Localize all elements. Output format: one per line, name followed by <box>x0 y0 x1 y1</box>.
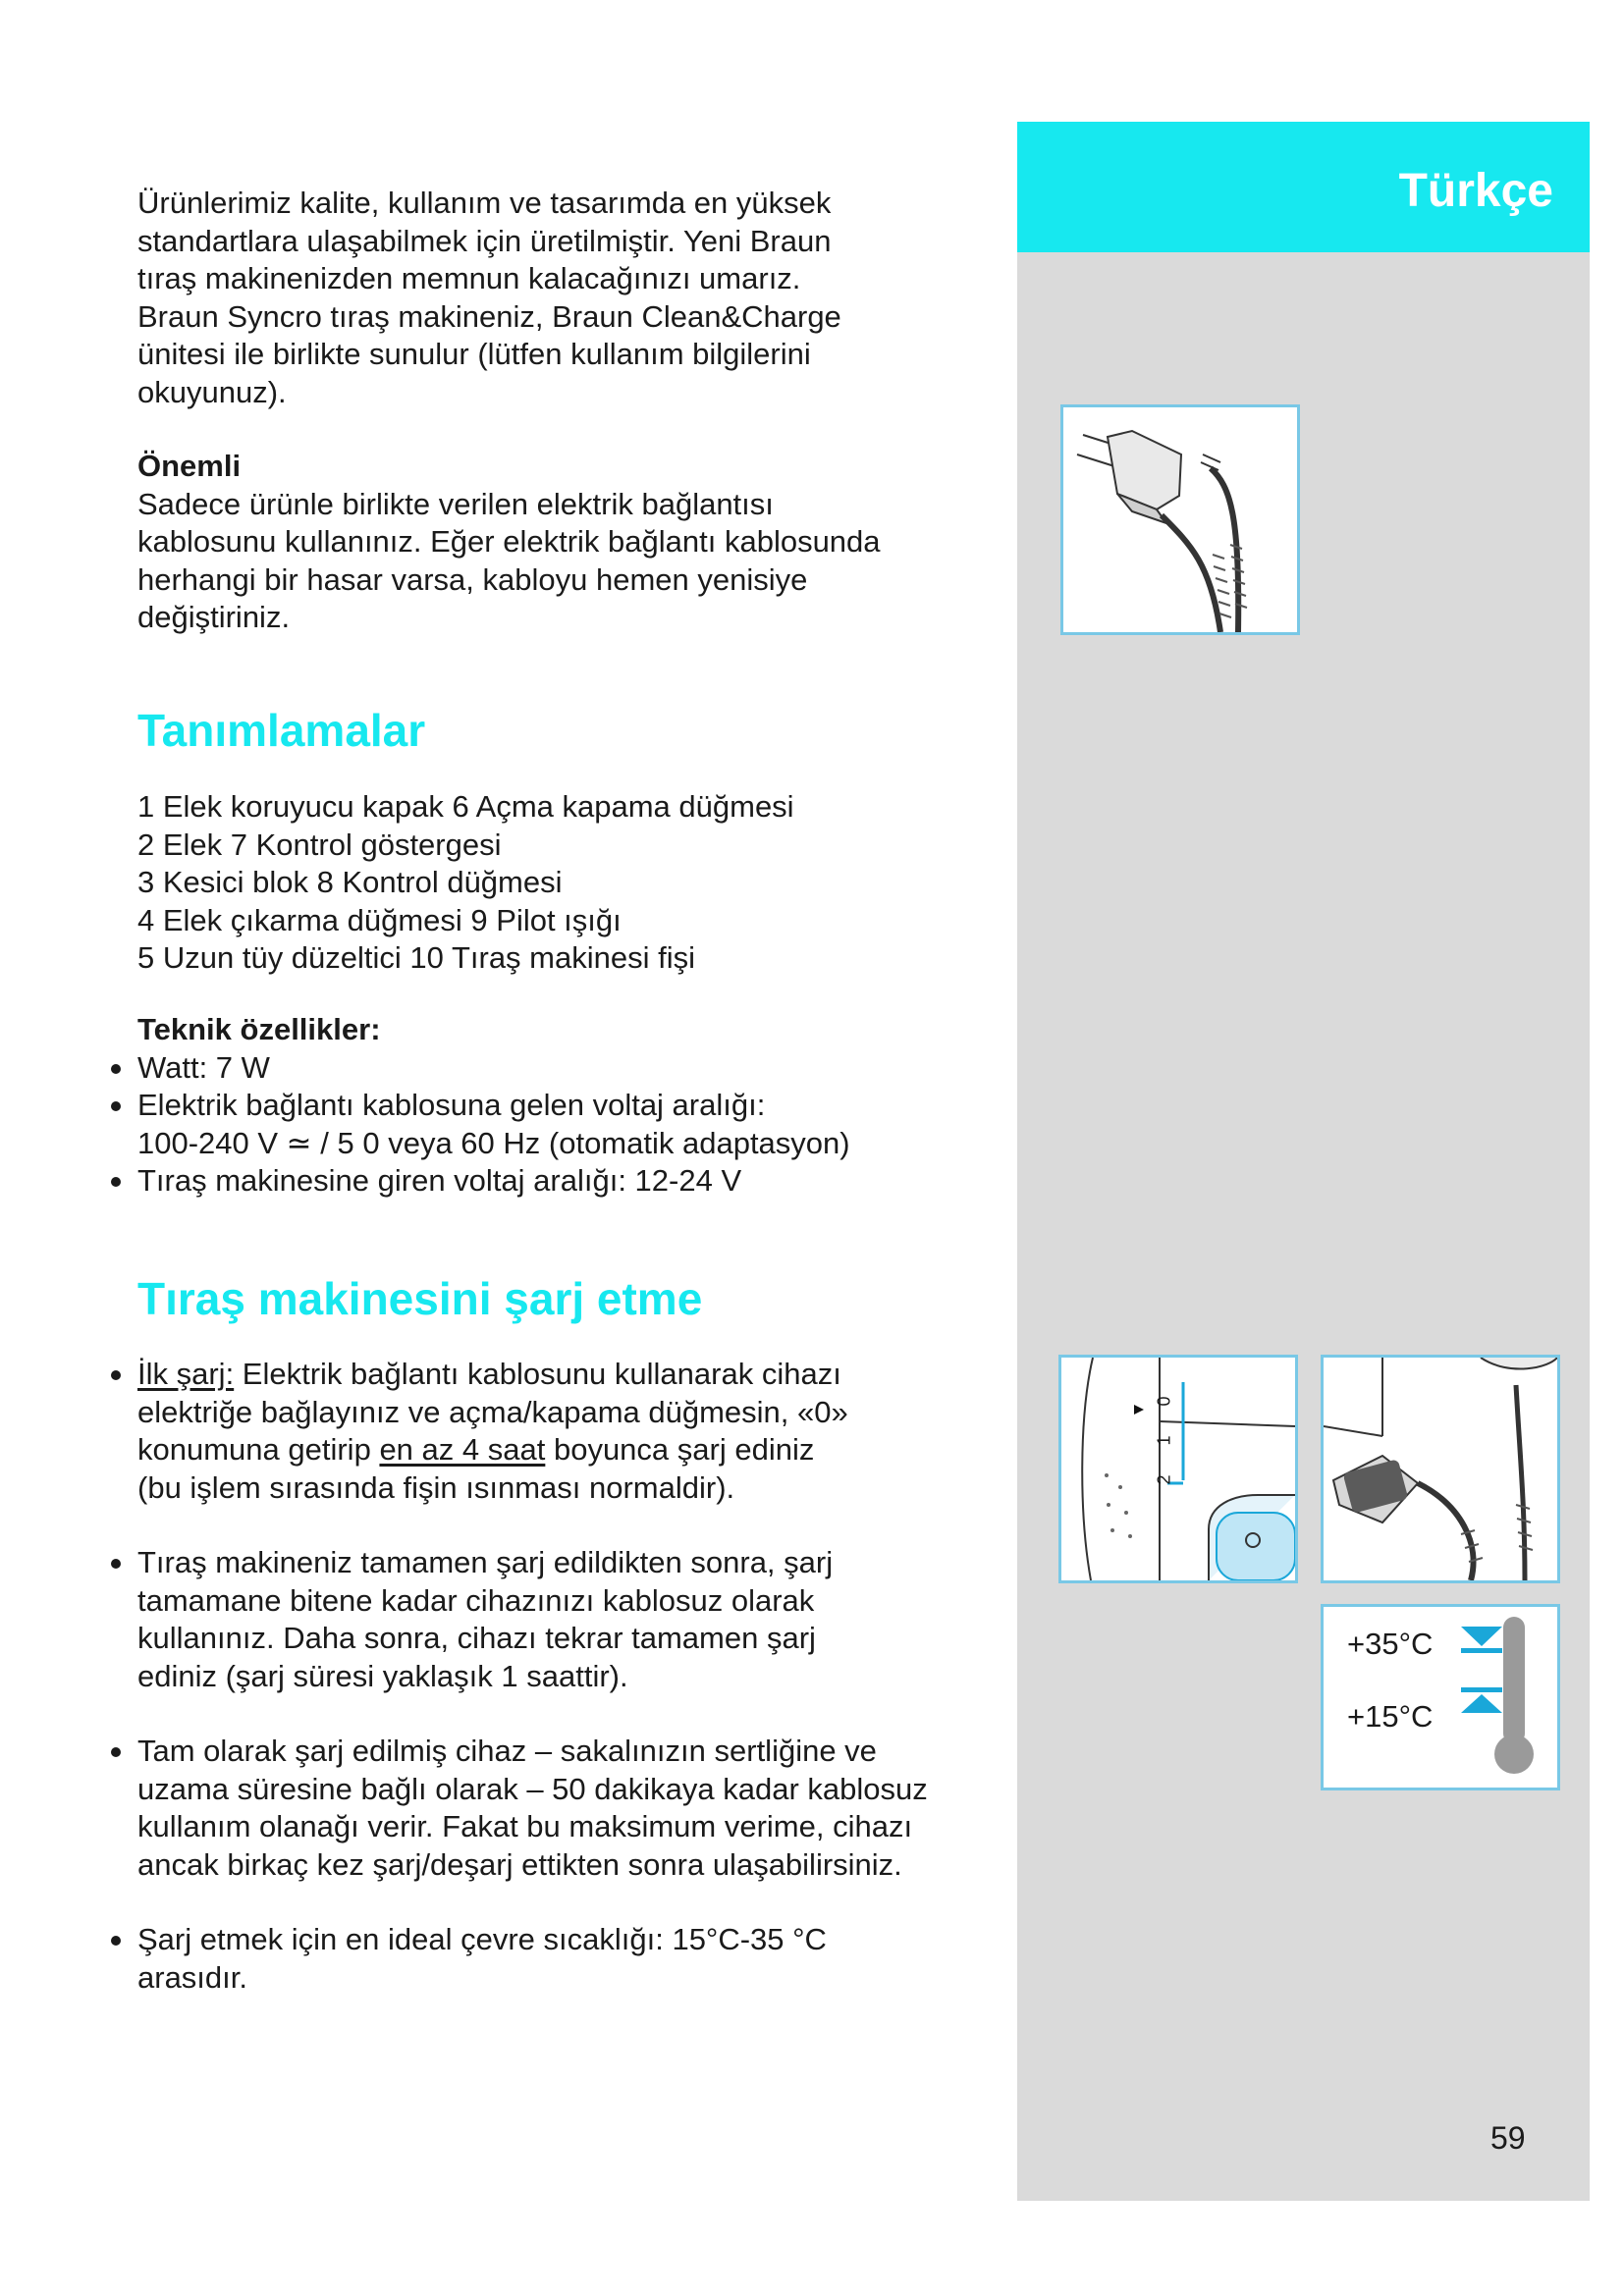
description-item: 1 Elek koruyucu kapak 6 Açma kapama düğmesi <box>137 789 794 824</box>
intro-line: Ürünlerimiz kalite, kullanım ve tasarımda en yüksek <box>137 186 832 220</box>
description-item: 5 Uzun tüy düzeltici 10 Tıraş makinesi fişi <box>137 940 695 975</box>
spec-voltage-range <box>137 1125 1001 1163</box>
plug-cable-illustration <box>1063 407 1297 632</box>
socket-illustration <box>1324 1358 1557 1580</box>
first-charge-label: İlk şarj: <box>137 1357 235 1391</box>
important-line: Sadece ürünle birlikte verilen elektrik bağlantısı <box>137 486 774 521</box>
first-charge-line <box>137 1356 1001 1394</box>
ac-dc-symbol: ≃ <box>286 1125 312 1160</box>
spec-watt: Watt: 7 W <box>137 1049 1001 1088</box>
intro-line: standartlara ulaşabilmek için üretilmiştir. Yeni Braun <box>137 223 832 258</box>
page-number: 59 <box>1490 2120 1526 2156</box>
spec-shaver-voltage: Tıraş makinesine giren voltaj aralığı: 12-24 V <box>137 1162 1001 1201</box>
temperature-line: arasıdır. <box>137 1959 247 1995</box>
switch-illustration <box>1061 1358 1295 1580</box>
temperature-figure <box>1321 1604 1560 1790</box>
runtime-line: Tam olarak şarj edilmiş cihaz – sakalınızın sertliğine ve <box>137 1733 1001 1771</box>
first-charge-line: (bu işlem sırasında fişin ısınması normaldir). <box>137 1469 735 1505</box>
voltage-range-start: 100-240 V <box>137 1125 287 1160</box>
temp-low-label: +15°C <box>1347 1699 1434 1734</box>
charging-bullet-cordless <box>137 1544 1001 1695</box>
plug-cable-figure <box>1060 404 1300 635</box>
descriptions-heading: Tanımlamalar <box>137 705 426 756</box>
intro-line: okuyunuz). <box>137 374 287 409</box>
thermometer-icon <box>1324 1607 1557 1788</box>
intro-line: tıraş makinenizden memnun kalacağınızı umarız. <box>137 261 801 295</box>
switch-label-2: 2 <box>1154 1474 1174 1485</box>
cordless-line: Tıraş makineniz tamamen şarj edildikten sonra, şarj <box>137 1544 1001 1582</box>
intro-section <box>137 185 1001 411</box>
description-item: 3 Kesici blok 8 Kontrol düğmesi <box>137 865 563 899</box>
switch-label-1: 1 <box>1154 1435 1174 1446</box>
first-charge-text: boyunca şarj ediniz <box>545 1432 815 1467</box>
wall-socket-figure <box>1321 1355 1560 1583</box>
charging-bullet-temperature <box>137 1921 1001 1997</box>
charging-bullet-runtime <box>137 1733 1001 1884</box>
temperature-line: Şarj etmek için en ideal çevre sıcaklığı: 15°C-35 °C <box>137 1921 1001 1959</box>
descriptions-list <box>137 788 1001 978</box>
runtime-line: ancak birkaç kez şarj/deşarj ettikten sonra ulaşabilirsiniz. <box>137 1846 902 1882</box>
first-charge-text: Elektrik bağlantı kablosunu kullanarak cihazı <box>234 1357 841 1391</box>
charging-bullet-first <box>137 1356 1001 1507</box>
intro-line: Braun Syncro tıraş makineniz, Braun Clean&Charge <box>137 298 841 334</box>
specs-heading: Teknik özellikler: <box>137 1012 381 1046</box>
description-item: 2 Elek 7 Kontrol göstergesi <box>137 827 502 862</box>
switch-position-figure <box>1058 1355 1298 1583</box>
spec-voltage-label: Elektrik bağlantı kablosuna gelen voltaj aralığı: <box>137 1087 1001 1125</box>
first-charge-line: elektriğe bağlayınız ve açma/kapama düğmesin, «0» <box>137 1394 848 1429</box>
important-line: herhangi bir hasar varsa, kabloyu hemen yenisiye <box>137 561 808 597</box>
important-line: değiştiriniz. <box>137 600 291 634</box>
important-line: kablosunu kullanınız. Eğer elektrik bağlantı kablosunda <box>137 524 881 559</box>
first-charge-text: konumuna getirip <box>137 1432 380 1467</box>
important-section <box>137 448 1001 637</box>
voltage-range-end: / 5 0 veya 60 Hz (otomatik adaptasyon) <box>311 1125 850 1160</box>
cordless-line: ediniz (şarj süresi yaklaşık 1 saattir). <box>137 1658 628 1693</box>
description-item: 4 Elek çıkarma düğmesi 9 Pilot ışığı <box>137 902 622 937</box>
first-charge-line <box>137 1431 1001 1469</box>
specs-section <box>137 1011 1001 1201</box>
cordless-line: tamamane bitene kadar cihazınızı kablosuz olarak <box>137 1582 815 1618</box>
min-duration-text: en az 4 saat <box>379 1432 546 1467</box>
intro-line: ünitesi ile birlikte sunulur (lütfen kullanım bilgilerini <box>137 337 811 371</box>
important-heading: Önemli <box>137 449 242 483</box>
cordless-line: kullanınız. Daha sonra, cihazı tekrar tamamen şarj <box>137 1621 816 1655</box>
temp-high-label: +35°C <box>1347 1627 1434 1661</box>
switch-label-0: 0 <box>1154 1396 1174 1407</box>
language-label: Türkçe <box>1398 165 1553 217</box>
runtime-line: uzama süresine bağlı olarak – 50 dakikaya kadar kablosuz <box>137 1771 928 1806</box>
language-band <box>1017 122 1590 252</box>
runtime-line: kullanım olanağı verir. Fakat bu maksimum verime, cihazı <box>137 1809 913 1843</box>
charging-heading: Tıraş makinesini şarj etme <box>137 1273 703 1324</box>
